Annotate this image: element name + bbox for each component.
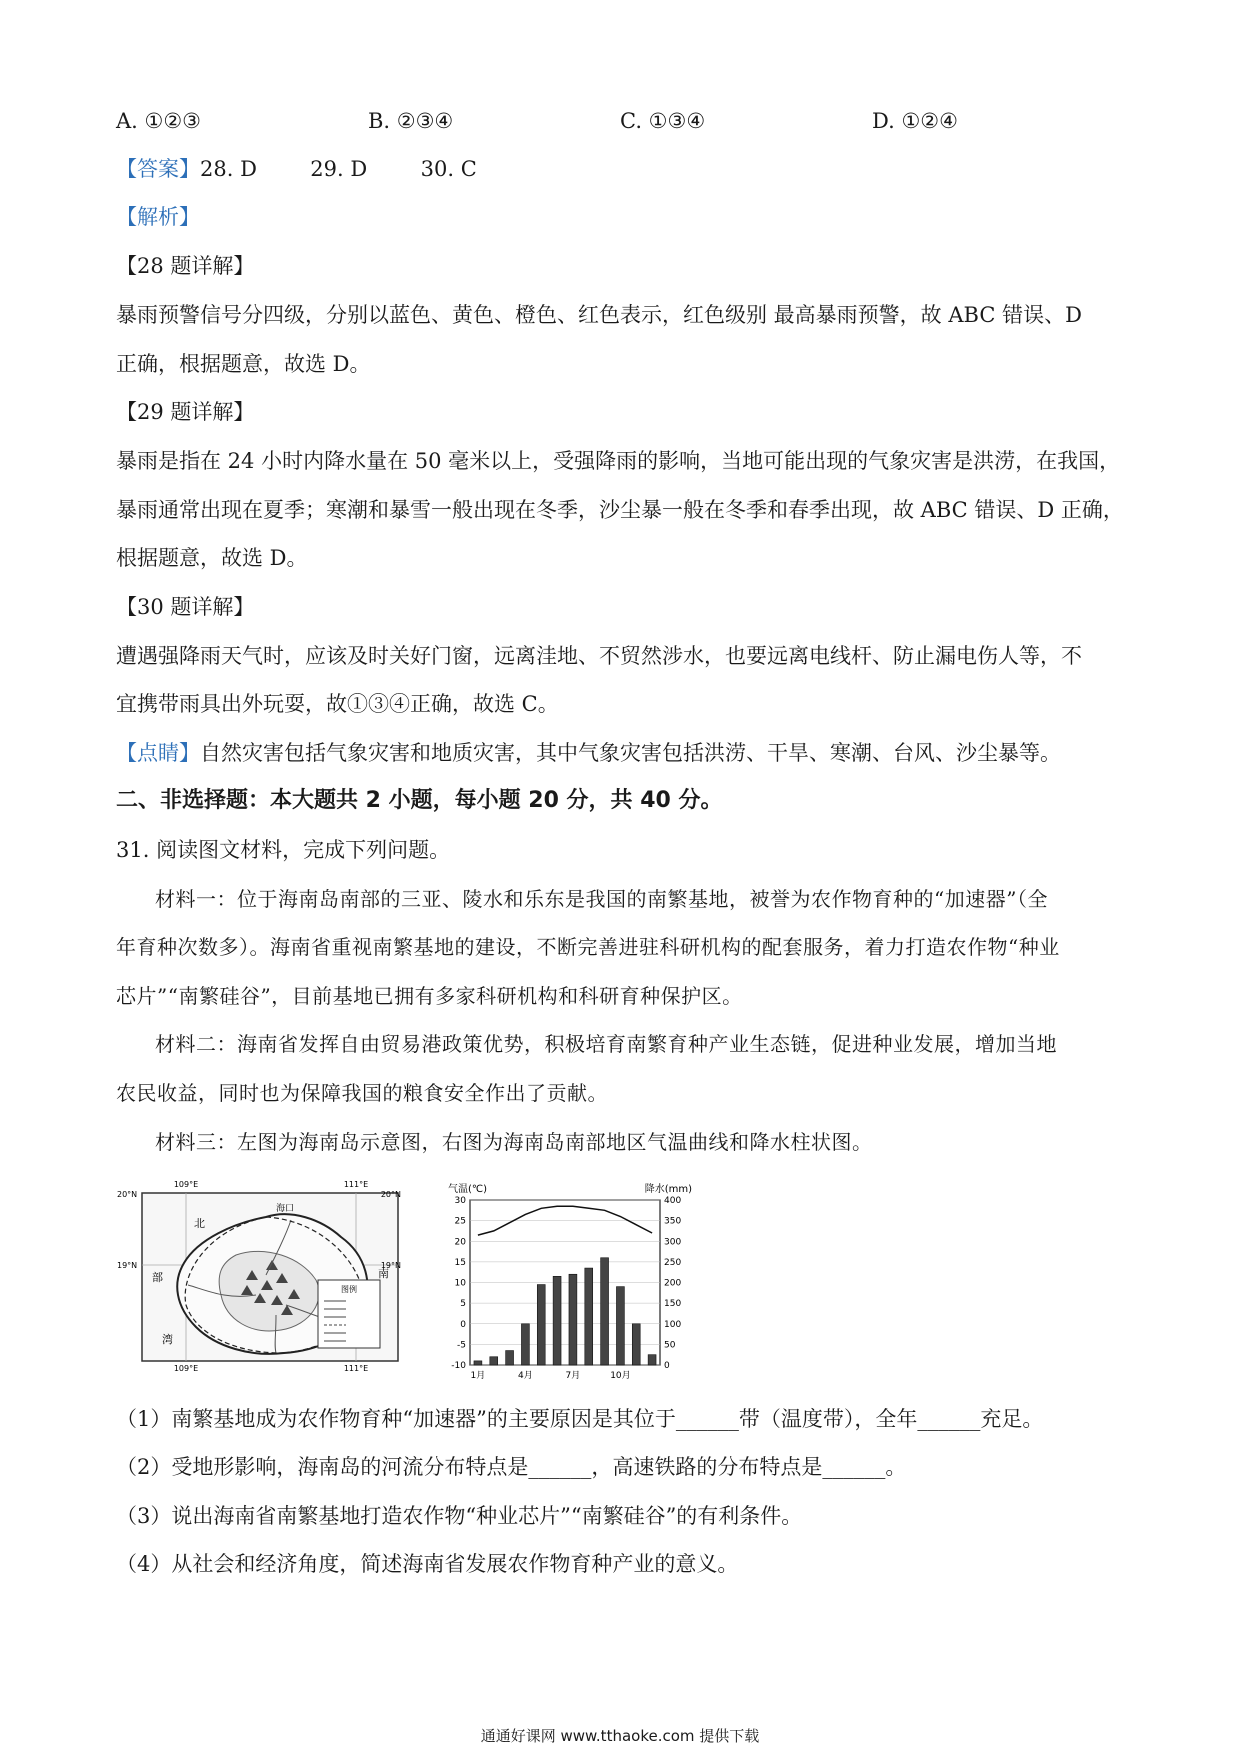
precipitation-bar (521, 1324, 529, 1365)
q29-head: 【29 题详解】 (116, 400, 255, 424)
x-tick-label: 7月 (565, 1371, 581, 1381)
q31-intro: 31. 阅读图文材料，完成下列问题。 (116, 838, 451, 862)
x-tick-label: 1月 (470, 1371, 486, 1381)
legend-title: 图例 (341, 1285, 357, 1294)
chart-axes (470, 1200, 660, 1365)
right-tick-label: 350 (664, 1216, 682, 1227)
answer-text: 28. D 29. D 30. C (200, 157, 477, 181)
q30-line-2: 宜携带雨具出外玩耍，故①③④正确，故选 C。 (116, 692, 559, 716)
left-tick-label: 20 (454, 1237, 466, 1248)
sub-question-2: （2）受地形影响，海南岛的河流分布特点是______，高速铁路的分布特点是______。 (116, 1455, 907, 1479)
q29-line-1: 暴雨是指在 24 小时内降水量在 50 毫米以上，受强降雨的影响，当地可能出现的气象灾害是洪涝，在我国， (116, 449, 1121, 473)
precipitation-bar (506, 1351, 514, 1365)
material-3: 材料三：左图为海南岛示意图，右图为海南岛南部地区气温曲线和降水柱状图。 (155, 1130, 873, 1154)
lat-mid-left: 19°N (117, 1261, 138, 1270)
analysis-label: 【解析】 (116, 205, 200, 229)
climate-chart (440, 1180, 700, 1390)
q29-line-2: 暴雨通常出现在夏季；寒潮和暴雪一般出现在冬季，沙尘暴一般在冬季和春季出现，故 ABC 错误、D 正确， (116, 498, 1124, 522)
lat-top-right: 20°N (380, 1190, 401, 1199)
left-tick-label: -5 (457, 1340, 466, 1351)
right-tick-label: 100 (664, 1319, 682, 1330)
precipitation-bar (616, 1287, 624, 1365)
precipitation-bar (601, 1258, 609, 1365)
left-tick-label: 10 (454, 1278, 466, 1289)
precipitation-bars (474, 1258, 656, 1365)
y-right-label: 降水(mm) (644, 1184, 692, 1195)
lat-mid-right: 19°N (380, 1261, 401, 1270)
chart-tick-labels (451, 1196, 681, 1381)
precipitation-bar (474, 1361, 482, 1365)
right-tick-label: 50 (664, 1340, 676, 1351)
right-tick-label: 300 (664, 1237, 682, 1248)
material-2-line-1: 材料二：海南省发挥自由贸易港政策优势，积极培育南繁育种产业生态链，促进种业发展，增加当地 (155, 1032, 1057, 1056)
answer-label: 【答案】 (116, 157, 200, 181)
map-label-south: 湾 (162, 1333, 173, 1346)
left-tick-label: 5 (460, 1299, 466, 1310)
precipitation-bar (537, 1285, 545, 1365)
option-d: D. ①②④ (872, 109, 958, 133)
right-tick-label: 400 (664, 1196, 682, 1206)
precipitation-bar (569, 1274, 577, 1365)
dianjing-label: 【点睛】 (116, 741, 200, 765)
dianjing-text: 自然灾害包括气象灾害和地质灾害，其中气象灾害包括洪涝、干旱、寒潮、台风、沙尘暴等。 (200, 741, 1061, 765)
lon-left: 109°E (173, 1180, 199, 1189)
left-tick-label: 15 (454, 1257, 466, 1268)
precipitation-bar (490, 1357, 498, 1365)
left-tick-label: 25 (454, 1216, 466, 1227)
answer-line (116, 154, 1132, 184)
right-tick-label: 150 (664, 1299, 682, 1310)
precipitation-bar (648, 1355, 656, 1365)
section-2-heading: 二、非选择题：本大题共 2 小题，每小题 20 分，共 40 分。 (116, 788, 723, 813)
q28-line-2: 正确，根据题意，故选 D。 (116, 352, 371, 376)
lon-right: 111°E (343, 1180, 369, 1189)
left-tick-label: 0 (460, 1319, 466, 1330)
option-a: A. ①②③ (116, 109, 201, 133)
hainan-map (116, 1175, 406, 1375)
material-1-line-2: 年育种次数多）。海南省重视南繁基地的建设，不断完善进驻科研机构的配套服务，着力打造农作物“种业 (116, 935, 1060, 959)
precipitation-bar (632, 1324, 640, 1365)
right-tick-label: 250 (664, 1257, 682, 1268)
option-c: C. ①③④ (620, 109, 706, 133)
city-haikou: 海口 (276, 1204, 295, 1214)
q28-line-1: 暴雨预警信号分四级，分别以蓝色、黄色、橙色、红色表示，红色级别 最高暴雨预警，故 ABC 错误、D (116, 303, 1082, 327)
material-2-line-2: 农民收益，同时也为保障我国的粮食安全作出了贡献。 (116, 1081, 608, 1105)
precipitation-bar (585, 1268, 593, 1365)
page-footer: 通通好课网 www.tthaoke.com 提供下载 (480, 1727, 760, 1745)
lon-bottom-right: 111°E (343, 1364, 369, 1373)
sub-question-4: （4）从社会和经济角度，简述海南省发展农作物育种产业的意义。 (116, 1552, 739, 1576)
x-tick-label: 4月 (518, 1371, 533, 1381)
q30-line-1: 遭遇强降雨天气时，应该及时关好门窗，远离洼地、不贸然涉水，也要远离电线杆、防止漏电伤人等，不 (116, 644, 1082, 668)
sub-question-1: （1）南繁基地成为农作物育种“加速器”的主要原因是其位于______带（温度带），全年______充足。 (116, 1407, 1044, 1431)
material-1-line-3: 芯片”“南繁硅谷”，目前基地已拥有多家科研机构和科研育种保护区。 (116, 984, 743, 1008)
q29-line-3: 根据题意，故选 D。 (116, 546, 308, 570)
material-1-line-1: 材料一：位于海南岛南部的三亚、陵水和乐东是我国的南繁基地，被誉为农作物育种的“加速器”（全 (155, 887, 1048, 911)
option-b: B. ②③④ (368, 109, 454, 133)
map-label-north: 北 (194, 1217, 205, 1230)
x-tick-label: 10月 (610, 1371, 631, 1381)
right-tick-label: 0 (664, 1361, 670, 1371)
y-left-label: 气温(℃) (448, 1184, 488, 1195)
left-tick-label: -10 (451, 1361, 466, 1371)
map-label-east: 南 (378, 1267, 389, 1280)
q30-head: 【30 题详解】 (116, 595, 255, 619)
map-label-west: 部 (152, 1271, 163, 1284)
right-tick-label: 200 (664, 1278, 682, 1289)
sub-question-3: （3）说出海南省南繁基地打造农作物“种业芯片”“南繁硅谷”的有利条件。 (116, 1504, 803, 1528)
q28-head: 【28 题详解】 (116, 254, 255, 278)
lon-bottom-left: 109°E (173, 1364, 199, 1373)
dianjing-line (116, 738, 1132, 768)
lat-top-left: 20°N (117, 1190, 138, 1199)
left-tick-label: 30 (454, 1196, 466, 1206)
precipitation-bar (553, 1276, 561, 1365)
